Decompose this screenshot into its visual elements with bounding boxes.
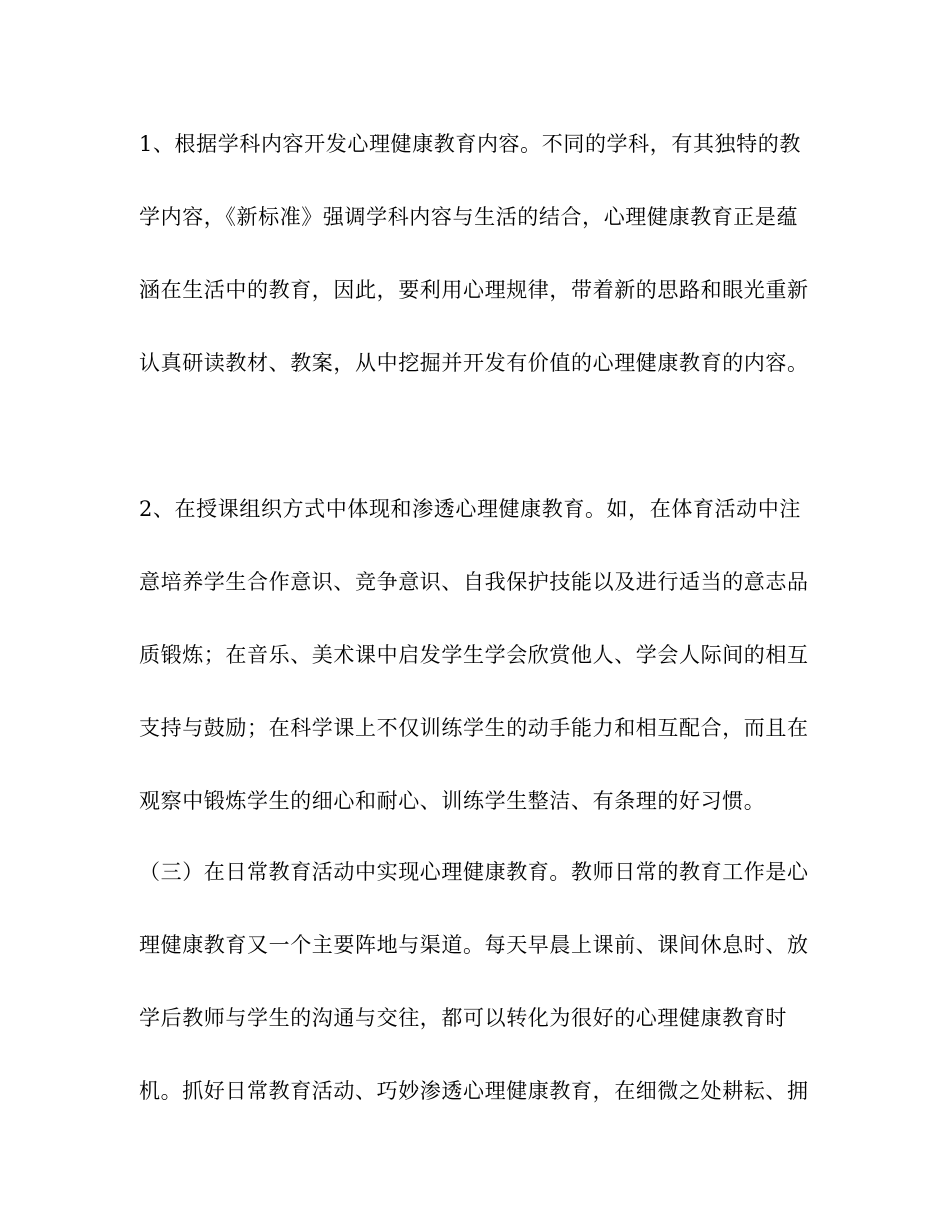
- paragraph-1-line-4: 认真研读教材、教案，从中挖掘并开发有价值的心理健康教育的内容。: [139, 351, 809, 375]
- paragraph-1-line-3: 涵在生活中的教育，因此，要利用心理规律，带着新的思路和眼光重新: [139, 278, 809, 302]
- paragraph-1-line-1: 1、根据学科内容开发心理健康教育内容。不同的学科，有其独特的教: [139, 132, 801, 156]
- paragraph-2-line-3: 质锻炼；在音乐、美术课中启发学生学会欣赏他人、学会人际间的相互: [139, 643, 809, 667]
- paragraph-2-line-2: 意培养学生合作意识、竞争意识、自我保护技能以及进行适当的意志品: [139, 570, 809, 594]
- paragraph-1-line-2: 学内容，《新标准》强调学科内容与生活的结合，心理健康教育正是蕴: [139, 205, 799, 229]
- paragraph-3-line-2: 理健康教育又一个主要阵地与渠道。每天早晨上课前、课间休息时、放: [139, 933, 809, 957]
- paragraph-3-line-3: 学后教师与学生的沟通与交往，都可以转化为很好的心理健康教育时: [139, 1006, 787, 1030]
- paragraph-2-line-5: 观察中锻炼学生的细心和耐心、训练学生整洁、有条理的好习惯。: [139, 789, 766, 813]
- paragraph-2-line-4: 支持与鼓励；在科学课上不仅训练学生的动手能力和相互配合，而且在: [139, 716, 809, 740]
- paragraph-3-line-1: （三）在日常教育活动中实现心理健康教育。教师日常的教育工作是心: [139, 860, 809, 884]
- paragraph-2-line-1: 2、在授课组织方式中体现和渗透心理健康教育。如，在体育活动中注: [139, 497, 801, 521]
- paragraph-3-line-4: 机。抓好日常教育活动、巧妙渗透心理健康教育，在细微之处耕耘、拥: [139, 1079, 809, 1103]
